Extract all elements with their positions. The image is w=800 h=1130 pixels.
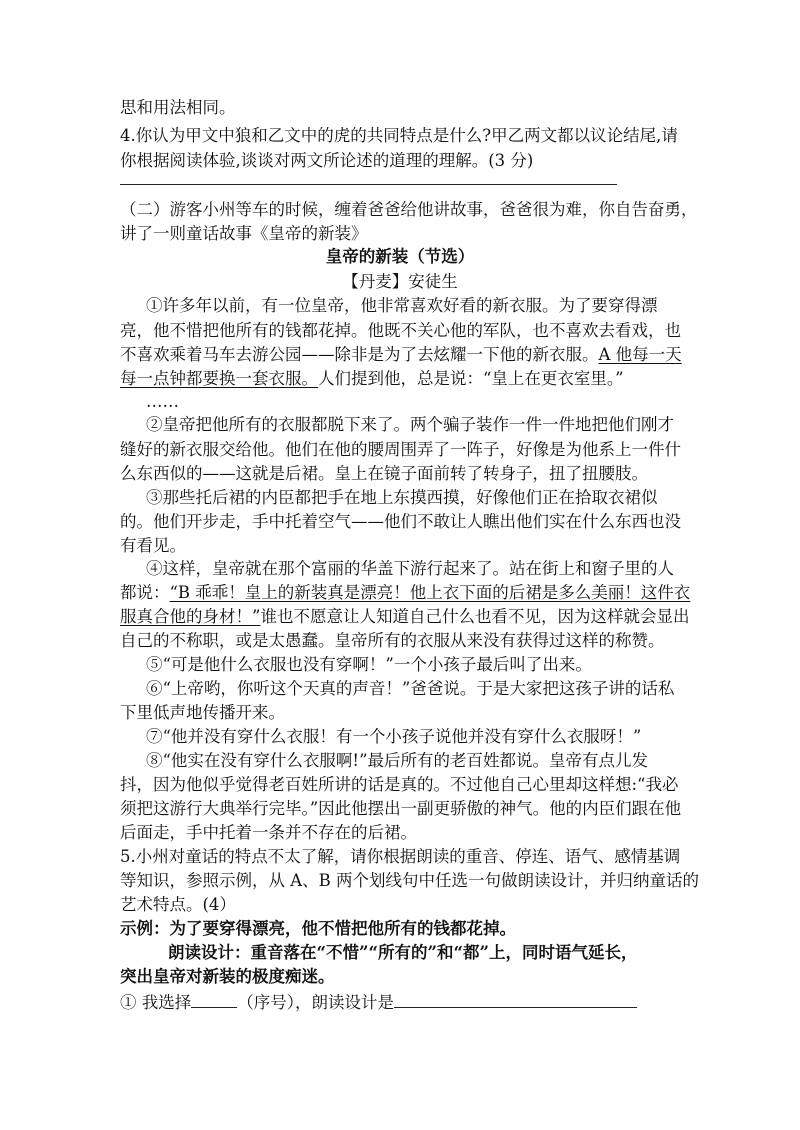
paragraph-4-line-4: 自己的不称职，或是太愚蠢。皇帝所有的衣服从来没有获得过这样的称赞。: [120, 631, 665, 650]
answer-mid: （序号），朗读设计是: [237, 993, 394, 1012]
paragraph-7: ⑦“他并没有穿什么衣服！有一个小孩子说他并没有穿什么衣服呀！”: [146, 727, 642, 746]
paragraph-2-line-2: 缝好的新衣服交给他。他们在他的腰周围弄了一阵子，好像是为他系上一件什: [120, 440, 681, 459]
paragraph-8-line-3: 须把这游行大典举行完毕。”因此他摆出一副更骄傲的神气。他的内臣们跟在他: [120, 799, 682, 818]
paragraph-2-line-1: ②皇帝把他所有的衣服都脱下来了。两个骗子装作一件一件地把他们刚才: [146, 415, 674, 434]
paragraph-1-text-end: 人们提到他，总是说：“皇上在更衣室里。”: [318, 369, 624, 388]
paragraph-8-line-1: ⑧“他实在没有穿什么衣服啊!”最后所有的老百姓都说。皇帝有点儿发: [146, 751, 649, 770]
paragraph-8-line-2: 抖，因为他似乎觉得老百姓所讲的话是真的。不过他自己心里却这样想:“我必: [120, 775, 679, 794]
section-2-line-2: 讲了一则童话故事《皇帝的新装》: [120, 224, 368, 243]
choice-blank[interactable]: [191, 991, 237, 1008]
answer-row: [120, 991, 637, 1015]
intro-line: 思和用法相同。: [120, 98, 236, 117]
underlined-sentence-b: “B 乖乖！皇上的新装真是漂亮！他上衣下面的后裙是多么美丽！这件衣: [169, 583, 691, 602]
underlined-sentence-b-end: 服真合他的身材！”: [120, 607, 261, 626]
paragraph-3-line-1: ③那些托后裙的内臣都把手在地上东摸西摸，好像他们正在拾取衣裙似: [146, 488, 658, 507]
story-title: 皇帝的新装（节选）: [325, 247, 475, 266]
paragraph-1-line-4: [120, 367, 624, 391]
paragraph-2-line-3: 么东西似的——这就是后裙。皇上在镜子面前转了转身子，扭了扭腰肢。: [120, 464, 648, 483]
design-blank[interactable]: [394, 991, 637, 1008]
ellipsis: ……: [146, 392, 179, 411]
question-5-line-3: 艺术特点。(4）: [120, 895, 236, 914]
section-2-line-1: （二）游客小州等车的时候，缠着爸爸给他讲故事，爸爸很为难，你自告奋勇，: [120, 200, 698, 219]
underlined-sentence-a-end: 每一点钟都要换一套衣服。: [120, 369, 318, 388]
paragraph-4-text-cont: 谁也不愿意让人知道自己什么也看不见，因为这样就会显出: [260, 607, 690, 626]
paragraph-4-line-2: [120, 581, 690, 605]
answer-line-q4[interactable]: [120, 184, 617, 185]
paragraph-1-line-3: [120, 343, 682, 367]
paragraph-8-line-4: 后面走，手中托着一条并不存在的后裙。: [120, 823, 417, 842]
paragraph-4-text: 都说：: [120, 583, 170, 602]
question-4-line-1: 4.你认为甲文中狼和乙文中的虎的共同特点是什么?甲乙两文都以议论结尾,请: [120, 126, 678, 145]
paragraph-4-line-3: [120, 605, 689, 629]
paragraph-3-line-3: 有看见。: [120, 536, 186, 555]
underlined-sentence-a: A 他每一天: [598, 345, 682, 364]
example-sentence: 示例：为了要穿得漂亮，他不惜把他所有的钱都花掉。: [120, 919, 516, 938]
paragraph-1-line-1: ①许多年以前，有一位皇帝，他非常喜欢好看的新衣服。为了要穿得漂: [146, 296, 658, 315]
paragraph-5: ⑤“可是他什么衣服也没有穿啊！”一个小孩子最后叫了出来。: [146, 655, 592, 674]
reading-design-line-2: 突出皇帝对新装的极度痴迷。: [120, 967, 335, 986]
question-5-line-1: 5.小州对童话的特点不太了解，请你根据朗读的重音、停连、语气、感情基调: [120, 847, 681, 866]
question-5-line-2: 等知识，参照示例，从 A、B 两个划线句中任选一句做朗读设计，并归纳童话的: [120, 871, 700, 890]
paragraph-6-line-2: 下里低声地传播开来。: [120, 703, 285, 722]
reading-design-line-1: 朗读设计：重音落在“不惜”“所有的”和“都”上，同时语气延长，: [168, 943, 638, 962]
answer-prefix: ① 我选择: [120, 993, 192, 1012]
story-author: 【丹麦】安徒生: [342, 272, 458, 291]
paragraph-1-text: 不喜欢乘着马车去游公园——除非是为了去炫耀一下他的新衣服。: [120, 345, 599, 364]
question-4-line-2: 你根据阅读体验,谈谈对两文所论述的道理的理解。(3 分): [120, 151, 534, 170]
paragraph-1-line-2: 亮，他不惜把他所有的钱都花掉。他既不关心他的军队，也不喜欢去看戏，也: [120, 321, 681, 340]
paragraph-4-line-1: ④这样，皇帝就在那个富丽的华盖下游行起来了。站在街上和窗子里的人: [146, 559, 674, 578]
paragraph-6-line-1: ⑥“上帝哟，你听这个天真的声音！”爸爸说。于是大家把这孩子讲的话私: [146, 679, 675, 698]
paragraph-3-line-2: 的。他们开步走，手中托着空气——他们不敢让人瞧出他们实在什么东西也没: [120, 512, 681, 531]
